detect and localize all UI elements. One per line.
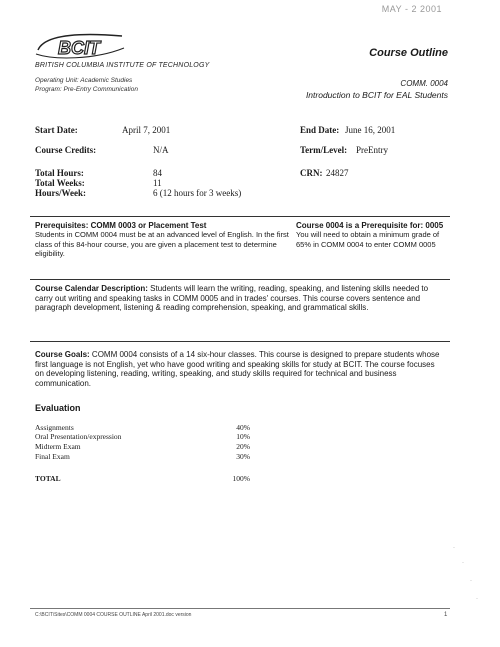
- operating-unit: Operating Unit: Academic Studies: [35, 77, 133, 84]
- eval-item-pct: 20%: [236, 442, 250, 451]
- eval-total-pct: 100%: [232, 474, 250, 483]
- calendar-label: Course Calendar Description:: [35, 284, 148, 293]
- page-number: 1: [444, 612, 448, 618]
- footer-path: C:\BCIT\Sites\COMM 0004 COURSE OUTLINE April 2001.doc version: [35, 612, 192, 618]
- eval-row: [35, 432, 250, 441]
- term-value: PreEntry: [356, 145, 388, 155]
- total-weeks-label: Total Weeks:: [35, 178, 85, 188]
- calendar-text: Students will learn the writing, reading, speaking, and listening skills needed to carry out writing and speaking tasks in COMM 0005 and in trades' courses. This course covers sentence and paragraph development, listening & reading comprehension, speaking, and grammatical skills.: [35, 284, 429, 313]
- eval-item-pct: 40%: [236, 423, 250, 432]
- divider-top: [30, 216, 450, 217]
- credits-value: N/A: [153, 145, 169, 155]
- calendar-description: [35, 284, 445, 313]
- crn-value: 24827: [326, 168, 349, 178]
- end-date-value: June 16, 2001: [345, 125, 396, 135]
- total-hours-value: 84: [153, 168, 162, 178]
- total-hours-label: Total Hours:: [35, 168, 84, 178]
- eval-row: [35, 452, 250, 461]
- eval-row: [35, 423, 250, 432]
- prerequisite-for-title: Course 0004 is a Prerequisite for: 0005: [296, 221, 444, 230]
- course-code: COMM. 0004: [400, 79, 448, 88]
- prerequisites-title: Prerequisites: COMM 0003 or Placement Test: [35, 221, 207, 230]
- crn-label: CRN:: [300, 168, 323, 178]
- evaluation-heading: Evaluation: [35, 403, 81, 413]
- scan-speck: ·: [462, 560, 464, 566]
- prerequisites-box: [35, 221, 290, 259]
- eval-row: [35, 442, 250, 451]
- program-name: Program: Pre-Entry Communication: [35, 86, 138, 93]
- bcit-logo: [34, 30, 129, 64]
- eval-item-pct: 10%: [236, 432, 250, 441]
- prerequisite-for-text: You will need to obtain a minimum grade of 65% in COMM 0004 to enter COMM 0005: [296, 230, 440, 249]
- end-date-label: End Date:: [300, 125, 340, 135]
- eval-total-row: [35, 474, 250, 483]
- prerequisites-text: Students in COMM 0004 must be at an advanced level of English. In the first class of this 84-hour course, you are given a placement test to determine eligibility.: [35, 230, 289, 258]
- course-goals: [35, 350, 445, 388]
- start-date-value: April 7, 2001: [122, 125, 171, 135]
- eval-item-name: Midterm Exam: [35, 442, 81, 451]
- unit-program: [35, 76, 138, 94]
- start-date-label: Start Date:: [35, 125, 78, 135]
- hours-week-value: 6 (12 hours for 3 weeks): [153, 188, 242, 198]
- hours-week-label: Hours/Week:: [35, 188, 86, 198]
- divider-goals: [30, 341, 450, 342]
- scan-speck: ·: [470, 578, 472, 584]
- scan-speck: ·: [476, 596, 478, 602]
- received-stamp: MAY - 2 2001: [381, 4, 442, 14]
- credits-label: Course Credits:: [35, 145, 97, 155]
- eval-item-name: Oral Presentation/expression: [35, 432, 122, 441]
- institution-name: BRITISH COLUMBIA INSTITUTE OF TECHNOLOGY: [35, 62, 210, 69]
- eval-item-name: Final Exam: [35, 452, 70, 461]
- divider-calendar: [30, 279, 450, 280]
- total-weeks-value: 11: [153, 178, 162, 188]
- document-title: Course Outline: [369, 47, 448, 59]
- logo-text: BCIT: [58, 38, 100, 58]
- goals-label: Course Goals:: [35, 350, 90, 359]
- eval-total-label: TOTAL: [35, 474, 61, 483]
- scan-speck: ·: [453, 545, 455, 551]
- course-name: Introduction to BCIT for EAL Students: [305, 90, 448, 100]
- term-label: Term/Level:: [300, 145, 348, 155]
- eval-item-name: Assignments: [35, 423, 74, 432]
- prerequisite-for-box: [296, 221, 446, 249]
- eval-item-pct: 30%: [236, 452, 250, 461]
- goals-text: COMM 0004 consists of a 14 six-hour classes. This course is designed to prepare students whose first language is not English, yet who have good writing and speaking skills for study at BCIT. The course focuses on developing listening, reading, writing, speaking, and study skills required for technical and business communication.: [35, 350, 440, 388]
- footer-rule: [30, 608, 450, 609]
